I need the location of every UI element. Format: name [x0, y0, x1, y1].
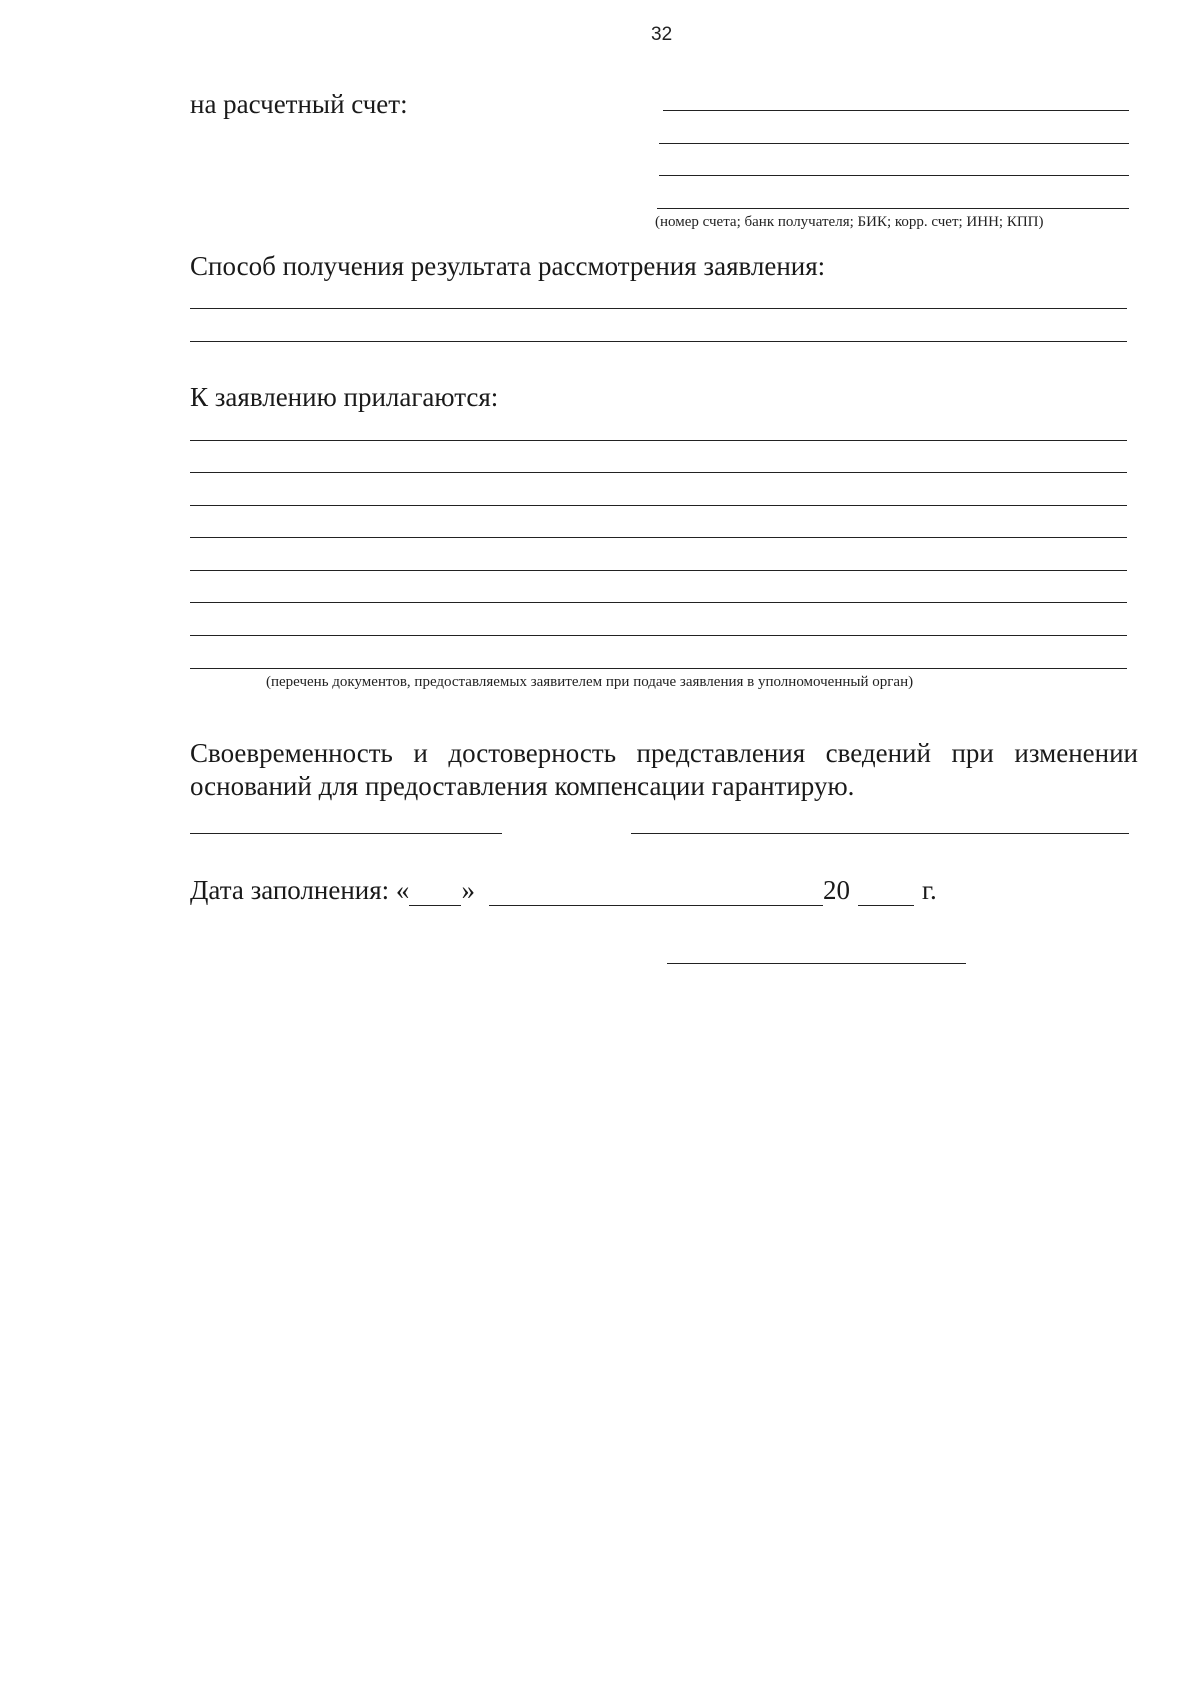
- attachments-line-5[interactable]: [190, 570, 1127, 571]
- attachments-caption: (перечень документов, предоставляемых заявителем при подаче заявления в уполномоченный орган): [266, 674, 914, 690]
- year-suffix: г.: [921, 875, 937, 905]
- year-prefix: 20: [822, 875, 850, 905]
- attachments-label: К заявлению прилагаются:: [190, 382, 499, 412]
- method-line-2[interactable]: [190, 341, 1127, 342]
- name-line[interactable]: [631, 833, 1129, 834]
- date-label: Дата заполнения: «: [190, 875, 410, 905]
- page-number: 32: [651, 24, 673, 45]
- attachments-line-6[interactable]: [190, 602, 1127, 603]
- date-row: [190, 870, 937, 906]
- method-line-1[interactable]: [190, 308, 1127, 309]
- method-label: Способ получения результата рассмотрения заявления:: [190, 251, 826, 281]
- year-field[interactable]: [858, 879, 914, 906]
- guarantee-text: Своевременность и достоверность представления сведений при изменении оснований для предоставления компенсации гарантирую.: [190, 738, 1138, 801]
- account-line-4[interactable]: [657, 208, 1129, 209]
- attachments-line-1[interactable]: [190, 440, 1127, 441]
- attachments-line-3[interactable]: [190, 505, 1127, 506]
- attachments-line-4[interactable]: [190, 537, 1127, 538]
- date-close-quote: »: [461, 875, 475, 905]
- account-label: на расчетный счет:: [190, 89, 408, 119]
- account-line-1[interactable]: [663, 110, 1129, 111]
- bottom-signature-line[interactable]: [667, 963, 966, 964]
- account-line-3[interactable]: [659, 175, 1129, 176]
- signature-line[interactable]: [190, 833, 502, 834]
- month-field[interactable]: [489, 879, 823, 906]
- attachments-line-2[interactable]: [190, 472, 1127, 473]
- account-line-2[interactable]: [659, 143, 1129, 144]
- attachments-line-7[interactable]: [190, 635, 1127, 636]
- account-caption: (номер счета; банк получателя; БИК; корр. счет; ИНН; КПП): [655, 214, 1044, 230]
- attachments-line-8[interactable]: [190, 668, 1127, 669]
- day-field[interactable]: [409, 879, 461, 906]
